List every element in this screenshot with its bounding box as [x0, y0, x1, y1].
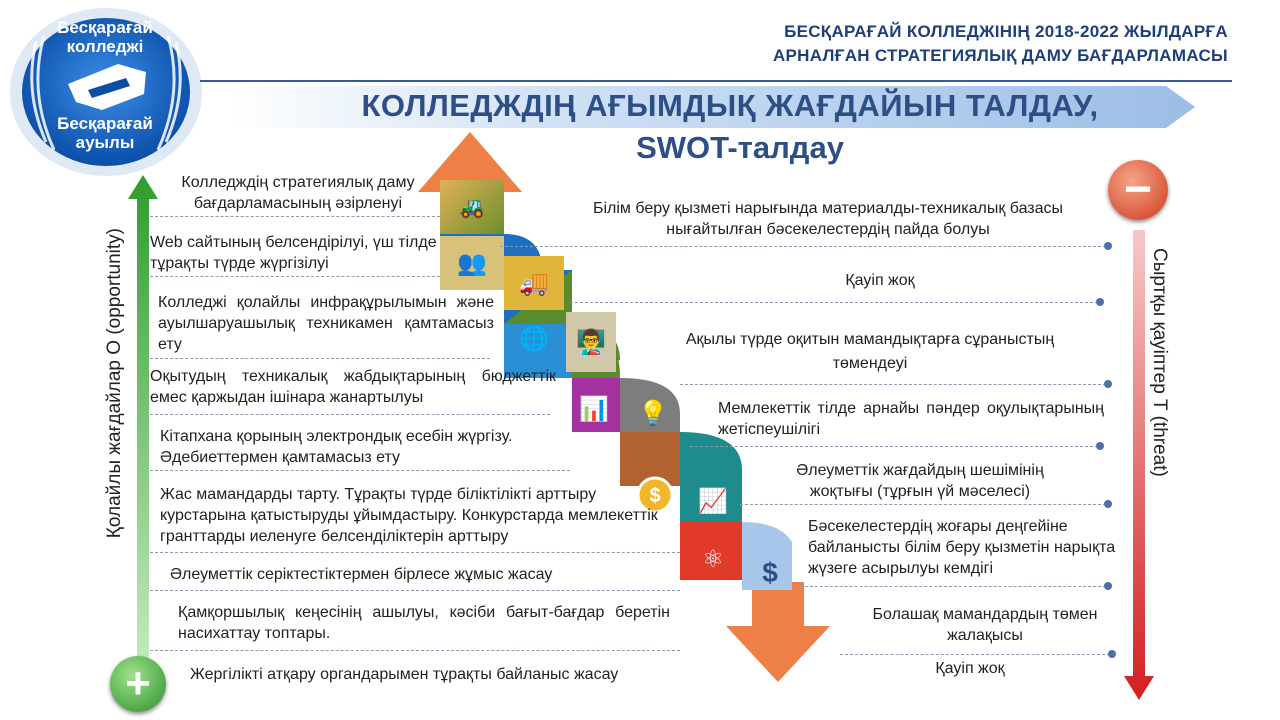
- minus-icon: [1108, 160, 1168, 220]
- divider: [150, 552, 680, 553]
- dollar-city-icon: $: [762, 557, 778, 588]
- opportunity-item: Кітапхана қорының электрондық есебін жүргізу. Әдебиеттермен қамтамасыз ету: [160, 428, 513, 466]
- divider: [150, 590, 680, 591]
- page-subtitle: SWOT-талдау: [636, 130, 844, 165]
- guide-dot: [1104, 380, 1112, 388]
- threat-item: Әлеуметтік жағдайдың шешімінің жоқтығы (тұрғын үй мәселесі): [796, 462, 1044, 500]
- divider: [690, 446, 1098, 447]
- divider: [570, 302, 1098, 303]
- plus-symbol: +: [125, 659, 151, 708]
- threat-item: Мемлекеттік тілде арнайы пәндер оқулықтарының жетіспеушілігі: [718, 400, 1104, 438]
- divider: [800, 586, 1106, 587]
- logo-bottom-text: Бесқарағай ауылы: [57, 114, 153, 152]
- threat-item: Бәсекелестердің жоғары деңгейіне байланысты білім беру қызметін нарықта жүзеге асырылуы кемдігі: [808, 518, 1116, 577]
- opportunity-item: Жергілікті атқару органдарымен тұрақты байланыс жасау: [190, 666, 619, 683]
- logo-top-text: Бесқарағай колледжі: [57, 18, 153, 56]
- plus-icon: [110, 656, 166, 712]
- lightbulb-icon: 💡: [638, 399, 668, 427]
- guide-dot: [1096, 298, 1104, 306]
- threat-axis-label: Сыртқы қауіптер T (threat): [1149, 248, 1170, 477]
- opportunity-axis-label: Қолайлы жағдайлар O (opportunity): [104, 228, 125, 539]
- opportunity-item: Колледжі қолайлы инфрақұрылымын және ауылшаруашылық техникамен қамтамасыз ету: [158, 294, 494, 353]
- svg-text:$: $: [649, 485, 661, 507]
- header-line-1: БЕСҚАРАҒАЙ КОЛЛЕДЖІНІҢ 2018-2022 ЖЫЛДАРҒА: [784, 22, 1228, 41]
- threat-item: Қауіп жоқ: [935, 660, 1005, 677]
- divider: [150, 414, 550, 415]
- opportunity-item: Жас мамандарды тарту. Тұрақты түрде біліктілікті арттыру курстарына қатыстыруды ұйымдастыру. Конкурстарда мемлекеттік гранттарды иеленуге белсенділіктерін арттыру: [160, 486, 658, 545]
- threat-item: Ақылы түрде оқитын мамандықтарға сұраныстың төмендеуі: [685, 331, 1055, 372]
- guide-dot: [1104, 582, 1112, 590]
- farm-field-icon: 🚜: [440, 180, 504, 234]
- divider: [150, 358, 490, 359]
- divider: [500, 246, 1106, 247]
- program-header: [588, 20, 1228, 68]
- divider: [840, 654, 1110, 655]
- header-line-2: АРНАЛҒАН СТРАТЕГИЯЛЫҚ ДАМУ БАҒДАРЛАМАСЫ: [772, 46, 1228, 65]
- minus-symbol: −: [1123, 163, 1153, 216]
- people-meeting-icon: 👥: [440, 236, 504, 290]
- divider: [150, 650, 680, 651]
- globe-icon: 🌐: [519, 325, 549, 353]
- truck-icon: 🚚: [504, 256, 564, 310]
- divider: [150, 216, 440, 217]
- threat-item: Болашақ мамандардың төмен жалақысы: [872, 606, 1098, 644]
- opportunity-item: Web сайтының белсендірілуі, үш тілде тұрақты түрде жүргізілуі: [150, 234, 437, 272]
- divider: [150, 276, 440, 277]
- teacher-icon: 👨‍🏫: [566, 312, 616, 372]
- opportunity-item: Колледждің стратегиялық даму бағдарламасының әзірленуі: [181, 174, 415, 212]
- opportunity-item: Қамқоршылық кеңесінің ашылуы, кәсіби бағыт-бағдар беретін насихаттау топтары.: [178, 604, 670, 642]
- growth-chart-icon: 📈: [698, 487, 728, 515]
- college-logo: [6, 2, 206, 180]
- header-divider: [200, 80, 1232, 82]
- guide-dot: [1096, 442, 1104, 450]
- atom-icon: ⚛: [702, 545, 724, 573]
- opportunity-item: Әлеуметтік серіктестіктермен бірлесе жұмыс жасау: [170, 566, 553, 583]
- page-title: КОЛЛЕДЖДІҢ АҒЫМДЫҚ ЖАҒДАЙЫН ТАЛДАУ,: [361, 88, 1099, 123]
- opportunity-item: Оқытудың техникалық жабдықтарының бюджеттік емес қаржыдан ішінара жанартылуы: [150, 368, 556, 406]
- divider: [150, 470, 570, 471]
- guide-dot: [1104, 500, 1112, 508]
- guide-dot: [1104, 242, 1112, 250]
- threat-item: Қауіп жоқ: [845, 272, 915, 289]
- threat-item: Білім беру қызметі нарығында материалды-техникалық базасы нығайтылған бәсекелестердің пайда болуы: [592, 200, 1064, 238]
- divider: [740, 504, 1106, 505]
- presentation-icon: 📊: [579, 395, 609, 423]
- guide-dot: [1108, 650, 1116, 658]
- divider: [680, 384, 1106, 385]
